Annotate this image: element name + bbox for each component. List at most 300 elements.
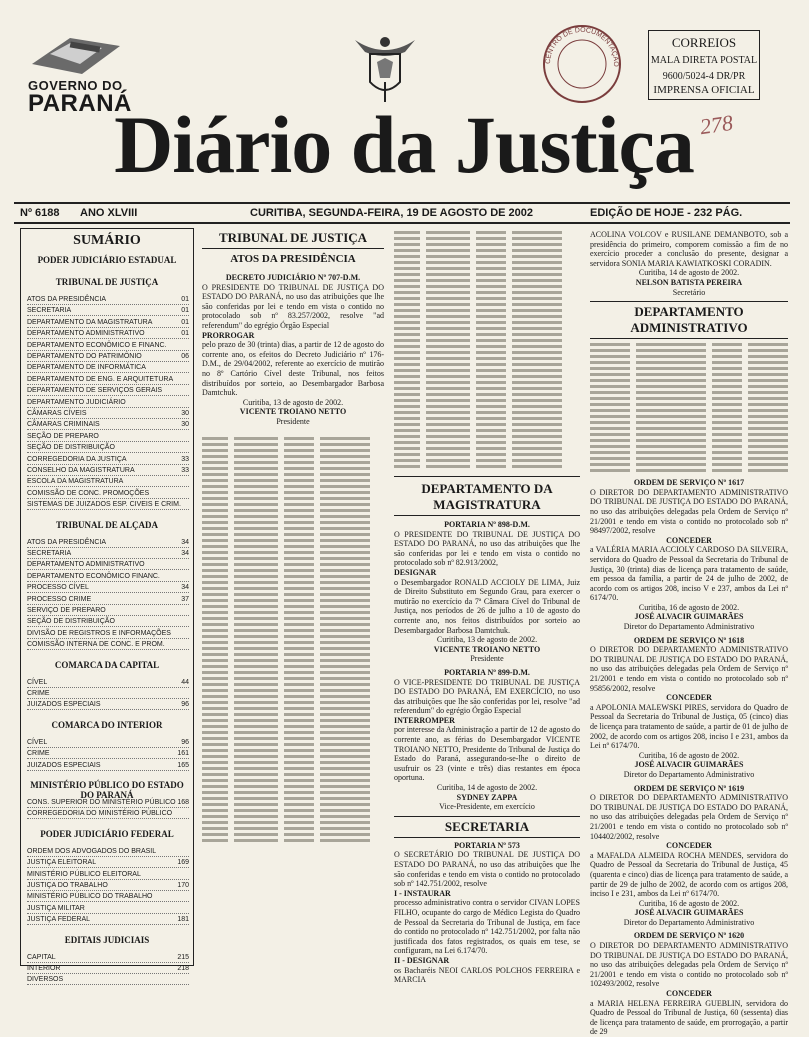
illegible-table-row: [394, 231, 580, 236]
illegible-table-row: [202, 755, 384, 760]
sumario-item[interactable]: [27, 975, 189, 985]
sumario-item-label: SECRETARIA: [27, 307, 72, 315]
sumario-item-label: DEPARTAMENTO ADMINISTRATIVO: [27, 561, 145, 569]
illegible-table-row: [394, 465, 580, 470]
illegible-table-row: [590, 367, 788, 372]
illegible-table-row: [590, 409, 788, 414]
ordem-verb: CONCEDER: [666, 693, 712, 703]
ordem-title: ORDEM DE SERVIÇO Nº 1617: [633, 478, 745, 488]
illegible-table-row: [590, 457, 788, 462]
correios-line2: 9600/5024-4 DR/PR: [662, 70, 746, 82]
illegible-table-row: [202, 833, 384, 838]
illegible-table-row: [590, 427, 788, 432]
decree-signer: VICENTE TROIANO NETTO: [239, 407, 347, 417]
sumario-item-label: DEPARTAMENTO ADMINISTRATIVO: [27, 330, 145, 338]
illegible-table-row: [202, 581, 384, 586]
illegible-table-row: [590, 433, 788, 438]
sumario-item[interactable]: [27, 678, 189, 688]
sumario-item-label: DEPARTAMENTO ECONÔMICO E FINANC.: [27, 341, 167, 349]
illegible-table-row: [394, 297, 580, 302]
illegible-table-row: [202, 455, 384, 460]
sumario-item-label: DEPARTAMENTO DO PATRIMÔNIO: [27, 353, 142, 360]
illegible-table-row: [394, 273, 580, 278]
sumario-item-page: 218: [177, 965, 189, 972]
illegible-table-row: [394, 333, 580, 338]
ordem-body: a APOLONIA MALEWSKI PIRES, servidora do Quadro de Pessoal da Secretaria do Tribunal de Justiça, 05 (cinco) dias de licença para tratamento de saúde, a partir de 01 de julho de 2002, de acordo com os artigos 208, inciso I e 231, ambos da Lei nº 6174/70.: [590, 702, 788, 751]
col4-role: Secretário: [672, 287, 706, 297]
sumario-item-label: JUSTIÇA DO TRABALHO: [27, 882, 108, 889]
sumario-item-page: 34: [181, 538, 189, 546]
portaria-899-date: Curitiba, 14 de agosto de 2002.: [436, 783, 538, 793]
sumario-item-page: 96: [181, 738, 189, 746]
newspaper-title: Diário da Justiça: [114, 99, 694, 190]
illegible-table-row: [202, 761, 384, 766]
sumario-item[interactable]: [27, 749, 189, 759]
sumario-item-label: DIVERSOS: [27, 976, 64, 984]
sumario-item-page: 01: [181, 318, 189, 326]
illegible-table-row: [590, 349, 788, 354]
sumario-item[interactable]: [27, 375, 189, 385]
ordem-de-servico: [590, 784, 788, 928]
sumario-item-page: 34: [181, 550, 189, 557]
illegible-table-row: [202, 479, 384, 484]
illegible-table-row: [202, 497, 384, 502]
ordem-body: a MARIA HELENA FERREIRA GUEBLIN, servidora do Quadro de Pessoal do Tribunal de Justiça, 60 (sessenta) dias de licença para tratamento de saúde, em prorrogação, a partir de 29: [590, 998, 788, 1037]
illegible-table-row: [202, 653, 384, 658]
illegible-table-row: [202, 575, 384, 580]
sumario-item[interactable]: [27, 761, 189, 771]
sumario-item-label: JUSTIÇA MILITAR: [27, 904, 85, 912]
sumario-item[interactable]: [27, 809, 189, 819]
illegible-table-row: [394, 345, 580, 350]
sumario-item-label: CÍVEL: [27, 678, 48, 686]
illegible-table-row: [202, 599, 384, 604]
sumario-section-heading: PODER JUDICIÁRIO FEDERAL: [40, 828, 174, 839]
illegible-table-row: [394, 387, 580, 392]
sumario-item-label: INTERIOR: [27, 965, 61, 972]
illegible-table-row: [202, 731, 384, 736]
sumario-item[interactable]: [27, 538, 189, 548]
illegible-table-row: [202, 827, 384, 832]
ordem-title: ORDEM DE SERVIÇO Nº 1618: [633, 635, 745, 645]
sumario-item[interactable]: [27, 606, 189, 616]
sumario-item[interactable]: [27, 295, 189, 305]
illegible-table-row: [202, 665, 384, 670]
sumario-item[interactable]: [27, 583, 189, 593]
illegible-table-row: [590, 385, 788, 390]
illegible-table-row: [202, 605, 384, 610]
sumario-item-label: MINISTÉRIO PÚBLICO DO TRABALHO: [27, 893, 153, 901]
illegible-table-row: [202, 587, 384, 592]
sumario-item[interactable]: [27, 904, 189, 914]
sumario-item-page: 168: [177, 799, 189, 806]
illegible-table-row: [202, 659, 384, 664]
top-rule: [14, 202, 790, 204]
illegible-table-row: [202, 767, 384, 772]
correios-line1: MALA DIRETA POSTAL: [650, 55, 758, 66]
sumario-item[interactable]: [27, 617, 189, 627]
sumario-item[interactable]: [27, 595, 189, 605]
portaria-573-verb: I - INSTAURAR: [394, 888, 451, 898]
portaria-898-date: Curitiba, 13 de agosto de 2002.: [436, 635, 538, 645]
illegible-table-row: [202, 647, 384, 652]
ordem-sign: JOSÉ ALVACIR GUIMARÃES: [634, 760, 744, 770]
ordem-body: a VALÉRIA MARIA ACCIOLY CARDOSO DA SILVEIRA, servidora do Quadro de Pessoal da Secretaria do Tribunal de Justiça, 30 (trinta) dias de licença para tratamento de saúde, em pessoa da família, a partir de 24 de julho de 2002, de acordo com os artigos 208, inciso V e 237, ambos da Lei nº 6174/70.: [590, 545, 788, 603]
illegible-table-row: [202, 593, 384, 598]
illegible-table-row: [394, 459, 580, 464]
illegible-table-row: [394, 261, 580, 266]
sumario-item-label: CÍVEL: [27, 738, 48, 746]
illegible-table-row: [394, 357, 580, 362]
sumario-item[interactable]: [27, 329, 189, 339]
sumario-item[interactable]: [27, 352, 189, 362]
illegible-table-row: [202, 551, 384, 556]
illegible-table-row: [202, 515, 384, 520]
ordem-title: ORDEM DE SERVIÇO Nº 1619: [633, 783, 745, 793]
illegible-table-row: [202, 563, 384, 568]
tribunal-heading: TRIBUNAL DE JUSTIÇA: [202, 230, 384, 249]
illegible-table-row: [394, 375, 580, 380]
distribution-table: [394, 231, 580, 470]
sumario-item[interactable]: [27, 477, 189, 487]
illegible-table-row: [590, 463, 788, 468]
portaria-898-title: PORTARIA Nº 898-D.M.: [444, 520, 530, 529]
col4-signer: NELSON BATISTA PEREIRA: [635, 277, 743, 287]
illegible-table-row: [202, 839, 384, 844]
sumario-item[interactable]: [27, 964, 189, 974]
info-bar: [20, 207, 790, 219]
sumario-item-label: COMISSÃO INTERNA DE CONC. E PROM.: [27, 641, 165, 649]
sumario-section-heading: MINISTÉRIO PÚBLICO DO ESTADO DO PARANÁ: [30, 780, 184, 800]
illegible-table-row: [202, 689, 384, 694]
sumario-item-label: JUSTIÇA ELEITORAL: [27, 859, 97, 867]
illegible-table-row: [202, 473, 384, 478]
sumario-item[interactable]: [27, 409, 189, 419]
illegible-table-row: [202, 503, 384, 508]
sumario-item[interactable]: [27, 689, 189, 699]
sumario-item-page: 37: [181, 595, 189, 603]
sumario-item-page: 34: [181, 584, 189, 592]
portaria-898-role: Presidente: [470, 654, 504, 664]
sumario-item-page: 96: [181, 701, 189, 709]
sumario-item-label: CÂMARAS CÍVEIS: [27, 410, 87, 417]
stamp-text: CENTRO DE DOCUMENTAÇÃO: [544, 26, 620, 67]
illegible-table-row: [590, 373, 788, 378]
sumario-item[interactable]: [27, 363, 189, 373]
sumario-item[interactable]: [27, 306, 189, 316]
sumario-item-label: CONSELHO DA MAGISTRATURA: [27, 467, 135, 474]
illegible-table-row: [202, 671, 384, 676]
sumario-item[interactable]: [27, 858, 189, 868]
illegible-table-row: [590, 403, 788, 408]
coat-of-arms-icon: [350, 30, 420, 106]
illegible-table-row: [202, 611, 384, 616]
sumario-item-label: DEPARTAMENTO DE SERVIÇOS GERAIS: [27, 387, 163, 395]
dept-administrativo-heading: DEPARTAMENTO ADMINISTRATIVO: [630, 304, 748, 336]
ordem-date: Curitiba, 16 de agosto de 2002.: [638, 602, 740, 612]
illegible-table-row: [394, 369, 580, 374]
illegible-table-row: [394, 249, 580, 254]
sumario-item-page: 170: [177, 882, 189, 889]
sumario-item-label: ATOS DA PRESIDÊNCIA: [27, 296, 107, 303]
portaria-899-title: PORTARIA Nº 899-D.M.: [444, 667, 530, 677]
illegible-table-row: [202, 437, 384, 442]
illegible-table-row: [202, 461, 384, 466]
decree-title: DECRETO JUDICIÁRIO Nº 707-D.M.: [225, 273, 361, 282]
illegible-table-row: [394, 255, 580, 260]
sumario-section-heading: TRIBUNAL DE ALÇADA: [55, 519, 159, 530]
illegible-table-row: [394, 327, 580, 332]
handwritten-annotation: 278: [698, 109, 735, 140]
sumario-item-label: CÂMARAS CRIMINAIS: [27, 421, 100, 429]
ordem-date: Curitiba, 16 de agosto de 2002.: [638, 750, 740, 760]
sumario-item-label: JUIZADOS ESPECIAIS: [27, 761, 101, 769]
illegible-table-row: [394, 429, 580, 434]
sumario-box: [20, 228, 194, 984]
illegible-table-row: [202, 695, 384, 700]
sumario-item[interactable]: [27, 420, 189, 430]
illegible-table-row: [394, 417, 580, 422]
sumario-section-heading: COMARCA DO INTERIOR: [51, 719, 163, 730]
illegible-table-row: [590, 343, 788, 348]
column-administrativo: [590, 230, 788, 1037]
illegible-table-row: [202, 629, 384, 634]
illegible-table-row: [590, 451, 788, 456]
sumario-item-label: SISTEMAS DE JUIZADOS ESP. CIVEIS E CRIM.: [27, 501, 181, 509]
portaria-573-title: PORTARIA Nº 573: [454, 840, 520, 850]
sumario-item[interactable]: [27, 892, 189, 902]
illegible-table-row: [394, 411, 580, 416]
illegible-table-row: [394, 399, 580, 404]
illegible-table-row: [394, 309, 580, 314]
sumario-item[interactable]: [27, 398, 189, 408]
sumario-item[interactable]: [27, 386, 189, 396]
sumario-item-label: CRIME: [27, 690, 50, 697]
sumario-item[interactable]: [27, 455, 189, 465]
illegible-table-row: [202, 809, 384, 814]
ordem-sign: JOSÉ ALVACIR GUIMARÃES: [634, 908, 744, 918]
illegible-table-row: [590, 361, 788, 366]
illegible-table-row: [394, 285, 580, 290]
ordem-role: Diretor do Departamento Administrativo: [623, 917, 755, 927]
sumario-item[interactable]: [27, 500, 189, 510]
illegible-table-row: [202, 821, 384, 826]
illegible-table-row: [202, 509, 384, 514]
ordem-title: ORDEM DE SERVIÇO Nº 1620: [633, 931, 745, 941]
sumario-title: SUMÁRIO: [73, 233, 141, 248]
sumario-item[interactable]: [27, 560, 189, 570]
illegible-table-row: [590, 379, 788, 384]
sumario-item[interactable]: [27, 549, 189, 559]
illegible-table-row: [394, 435, 580, 440]
ordem-date: Curitiba, 16 de agosto de 2002.: [638, 898, 740, 908]
illegible-table-row: [202, 803, 384, 808]
sumario-item-label: JUIZADOS ESPECIAIS: [27, 701, 101, 709]
sumario-item-page: 01: [181, 296, 189, 303]
illegible-table-row: [202, 623, 384, 628]
sumario-item-page: 01: [181, 330, 189, 338]
decree-intro: O PRESIDENTE DO TRIBUNAL DE JUSTIÇA DO ESTADO DO PARANÁ, no uso das atribuições que lhe são conferidas por lei e tendo em vista o contido no protocolado sob nº 83.257/2002, resolve "ad referendum" do egrégio Órgão Especial: [202, 282, 384, 330]
portaria-898-verb: DESIGNAR: [394, 567, 437, 577]
illegible-table-row: [202, 797, 384, 802]
sumario-item[interactable]: [27, 443, 189, 453]
illegible-table-row: [202, 785, 384, 790]
edition-pages: EDIÇÃO DE HOJE - 232 PÁG.: [590, 207, 743, 219]
sumario-item-label: DEPARTAMENTO JUDICIÁRIO: [27, 398, 126, 406]
gov-label: GOVERNO DO: [28, 78, 123, 93]
sumario-item-page: 33: [181, 467, 189, 474]
illegible-table-row: [202, 701, 384, 706]
ordens-list: [590, 478, 788, 1037]
sumario-item-label: ESCOLA DA MAGISTRATURA: [27, 478, 124, 486]
admin-table: [590, 343, 788, 474]
illegible-table-row: [202, 539, 384, 544]
sumario-item[interactable]: [27, 700, 189, 710]
illegible-table-row: [394, 321, 580, 326]
decree-place: Curitiba, 13 de agosto de 2002.: [242, 397, 344, 407]
portaria-573-body2: os Bacharéis NEOI CARLOS POLCHOS FERREIRA e MARCIA: [394, 965, 580, 985]
ordem-verb: CONCEDER: [666, 989, 712, 999]
sumario-item[interactable]: [27, 318, 189, 328]
illegible-table-row: [202, 569, 384, 574]
sumario-item[interactable]: [27, 881, 189, 891]
sumario-item-label: SEÇÃO DE DISTRIBUIÇÃO: [27, 618, 115, 626]
illegible-table-row: [590, 439, 788, 444]
illegible-table-row: [202, 443, 384, 448]
decree-role: Presidente: [276, 416, 310, 426]
illegible-table-row: [202, 527, 384, 532]
sumario-item-label: CORREGEDORIA DA JUSTIÇA: [27, 455, 127, 463]
sumario-item[interactable]: [27, 341, 189, 351]
illegible-table-row: [202, 545, 384, 550]
illegible-table-row: [394, 381, 580, 386]
sumario-item-page: 01: [181, 307, 189, 315]
sumario-item-label: PROCESSO CÍVEL: [27, 584, 89, 592]
sumario-section-heading: EDITAIS JUDICIAIS: [64, 934, 150, 945]
illegible-table-row: [202, 743, 384, 748]
illegible-table-row: [202, 557, 384, 562]
issue-number: Nº 6188: [20, 207, 60, 219]
illegible-table-row: [394, 453, 580, 458]
illegible-table-row: [202, 791, 384, 796]
sumario-section-heading: COMARCA DA CAPITAL: [54, 659, 160, 670]
sumario-item-page: 30: [181, 410, 189, 417]
sumario-item-label: SECRETARIA: [27, 550, 72, 557]
sumario-item[interactable]: [27, 489, 189, 499]
sumario-item[interactable]: [27, 572, 189, 582]
sumario-item-label: CONS. SUPERIOR DO MINISTÉRIO PÚBLICO: [27, 799, 176, 806]
ordem-verb: CONCEDER: [666, 535, 712, 545]
documentation-stamp: [540, 22, 624, 106]
sumario-item-label: JUSTIÇA FEDERAL: [27, 916, 91, 924]
illegible-table-row: [590, 415, 788, 420]
sumario-item-label: DIVISÃO DE REGISTROS E INFORMAÇÕES: [27, 629, 171, 637]
illegible-table-row: [590, 391, 788, 396]
illegible-table-row: [202, 491, 384, 496]
illegible-table-row: [202, 521, 384, 526]
ordem-de-servico: [590, 478, 788, 632]
issue-date: CURITIBA, SEGUNDA-FEIRA, 19 DE AGOSTO DE 2002: [250, 207, 533, 219]
illegible-table-row: [590, 445, 788, 450]
dept-magistratura-heading: DEPARTAMENTO DA MAGISTRATURA: [421, 481, 553, 512]
sumario-item-label: ORDEM DOS ADVOGADOS DO BRASIL: [27, 847, 157, 855]
portaria-898-intro: O PRESIDENTE DO TRIBUNAL DE JUSTIÇA DO ESTADO DO PARANÁ, no uso das atribuições que lhe são conferidas por lei e tendo em vista o contido no protocolado sob nº 82.913/2002,: [394, 529, 580, 568]
ordem-intro: O DIRETOR DO DEPARTAMENTO ADMINISTRATIVO DO TRIBUNAL DE JUSTIÇA DO ESTADO DO PARANÁ, no uso das atribuições delegadas pela Ordem de Serviço nº 21/2001 e tendo em vista o contido no protocolado sob nº 102493/2002, resolve: [590, 941, 788, 989]
illegible-table-row: [202, 485, 384, 490]
issue-year: ANO XLVIII: [80, 207, 138, 219]
illegible-table-row: [394, 363, 580, 368]
portaria-899-signer: SYDNEY ZAPPA: [456, 792, 518, 802]
illegible-table-row: [590, 469, 788, 474]
sumario-item[interactable]: [27, 432, 189, 442]
sumario-item-label: MINISTÉRIO PÚBLICO ELEITORAL: [27, 870, 141, 878]
portaria-899-body: por interesse da Administração a partir de 12 de agosto do corrente ano, as férias do Desembargador VICENTE TROIANO NETTO, Presidente do Tribunal de Justiça do Estado do Paraná, assegurando-se-lhe o direito de usufruir os 23 (vinte e três) dias restantes em época oportuna.: [394, 725, 580, 783]
portaria-898-signer: VICENTE TROIANO NETTO: [433, 644, 541, 654]
column-magistratura: [394, 230, 580, 1000]
sumario-item[interactable]: [27, 953, 189, 963]
illegible-table-row: [394, 243, 580, 248]
sumario-item[interactable]: [27, 870, 189, 880]
sumario-item-label: CAPITAL: [27, 953, 56, 961]
sumario-section-heading: TRIBUNAL DE JUSTIÇA: [55, 277, 159, 287]
sumario-item-page: 161: [177, 750, 189, 758]
illegible-table-row: [394, 303, 580, 308]
sumario-section-heading: PODER JUDICIÁRIO ESTADUAL: [37, 255, 177, 265]
ordem-intro: O DIRETOR DO DEPARTAMENTO ADMINISTRATIVO DO TRIBUNAL DE JUSTIÇA DO ESTADO DO PARANÁ, no uso das atribuições delegadas pela Ordem de Serviço nº 21/2001 e tendo em vista o contido no protocolado sob nº 95856/2002, resolve: [590, 645, 788, 693]
illegible-table-row: [394, 447, 580, 452]
sumario-item-page: 181: [177, 916, 189, 924]
sumario-item[interactable]: [27, 466, 189, 476]
sumario-item[interactable]: [27, 640, 189, 650]
illegible-table-row: [202, 449, 384, 454]
illegible-table-row: [202, 725, 384, 730]
correios-line3: IMPRENSA OFICIAL: [653, 84, 755, 96]
sumario-item-page: 06: [181, 353, 189, 360]
sumario-item-page: 165: [177, 761, 189, 769]
illegible-table-row: [590, 397, 788, 402]
correios-title: CORREIOS: [671, 35, 737, 50]
illegible-table-row: [394, 267, 580, 272]
sumario-item[interactable]: [27, 798, 189, 808]
sumario-item-label: DEPARTAMENTO DA MAGISTRATURA: [27, 318, 153, 326]
portaria-898-body: o Desembargador RONALD ACCIOLY DE LIMA, Juiz de Direito Substituto em Segundo Grau, para exercer o mutirão no exercício da 7ª Câmara Cível do Tribunal de Justiça, nos períodos de 26 de julho a 10 de agosto do corrente ano, nos feitos distribuídos por sorteio ao Desembargador Barbosa Damtchuk.: [394, 577, 580, 635]
portaria-899-verb: INTERROMPER: [394, 715, 455, 725]
illegible-table-row: [202, 707, 384, 712]
ordem-de-servico: [590, 931, 788, 1037]
ordem-de-servico: [590, 636, 788, 780]
illegible-table-row: [394, 423, 580, 428]
illegible-table-row: [202, 641, 384, 646]
sumario-item[interactable]: [27, 915, 189, 925]
sumario-item-page: 30: [181, 421, 189, 429]
sumario-item[interactable]: [27, 629, 189, 639]
sumario-item[interactable]: [27, 738, 189, 748]
ordem-role: Diretor do Departamento Administrativo: [623, 769, 755, 779]
col4-date: Curitiba, 14 de agosto de 2002.: [638, 268, 740, 278]
illegible-table-row: [202, 617, 384, 622]
sumario-item-label: DEPARTAMENTO ECONÔMICO FINANC.: [27, 572, 160, 580]
col4-intro: ACOLINA VOLCOV e RUSILANE DEMANBOTO, sob a presidência do primeiro, comporem comissão a fim de no exercício proceder a conclusão do presente, designar a servidora SONIA MARIA KAWIATKOSKI CORADIN.: [590, 230, 788, 268]
illegible-table-row: [394, 441, 580, 446]
illegible-table-row: [394, 291, 580, 296]
illegible-table-row: [394, 237, 580, 242]
sumario-item[interactable]: [27, 847, 189, 857]
sumario-item-page: 33: [181, 455, 189, 463]
svg-text:CENTRO DE DOCUMENTAÇÃO TJ-PR: [540, 22, 621, 67]
illegible-table-row: [202, 779, 384, 784]
portaria-899-role: Vice-Presidente, em exercício: [439, 802, 535, 812]
judges-table: [202, 437, 384, 844]
